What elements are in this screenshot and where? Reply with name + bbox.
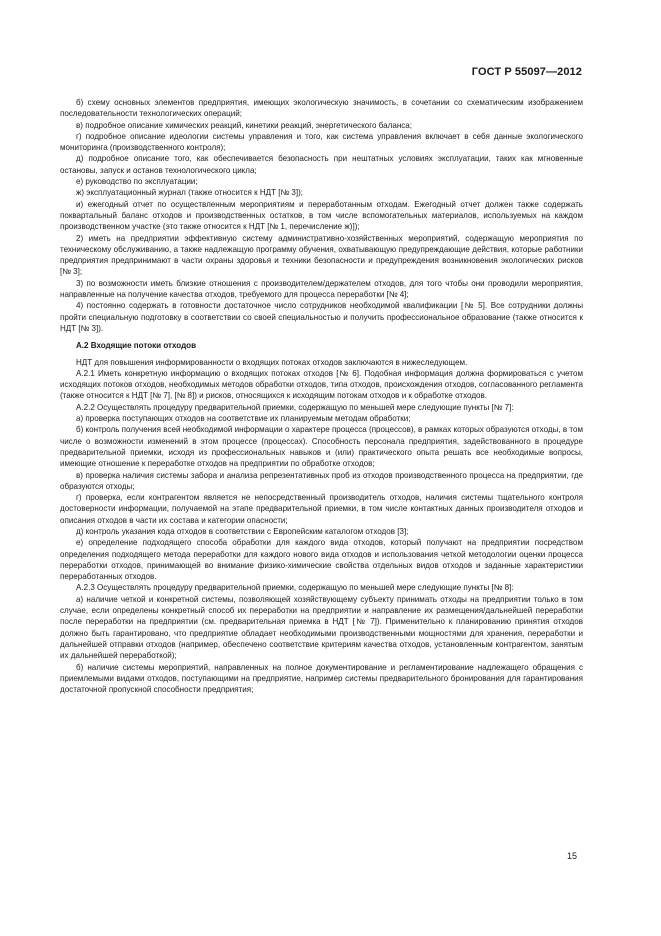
- section-intro: НДТ для повышения информированности о входящих потоках отходов заключаются в нижеследующем.: [76, 357, 468, 367]
- page-number: 15: [566, 851, 577, 861]
- list-item-g: г) подробное описание идеологии системы управления и того, как система управления включает в себя данные экологического мониторинга (производственного контроля);: [60, 131, 583, 153]
- numbered-item-2: 2) иметь на предприятии эффективную систему административно-хозяйственных мероприятий, содержащую мероприятия по техническому обслуживанию, а также надлежащую программу обучения, охватывающую предупреждающие действия, которые работники предприятия предпринимают в части охраны здоровья и техники безопасности и предупреждения возникновения экологических рисков [№ 3];: [60, 233, 583, 277]
- clause-a-2-3: А.2.3 Осуществлять процедуру предварительной приемки, содержащую по меньшей мере следующие пункты [№ 8]:: [76, 583, 514, 593]
- numbered-item-4: 4) постоянно содержать в готовности достаточное число сотрудников необходимой квалификации [№ 5]. Все сотрудники должны пройти специальную подготовку в соответствии со своей специальностью и получить профессиональное образование (также относится к НДТ [№ 3]).: [60, 301, 583, 333]
- clause-a-2-1: А.2.1 Иметь конкретную информацию о входящих потоках отходов [№ 6]. Подобная информация должна формироваться с учетом исходящих потоков отходов, необходимых методов обработки отходов, типа отходов, происхождения отходов, согласованного регламента (также относится к НДТ [№ 7], [№ 8]) и рисков, относящихся к исходящим потокам отходов и к обработке отходов.: [60, 368, 583, 401]
- list-item-v: в) подробное описание химических реакций, кинетики реакций, энергетического баланса;: [76, 120, 412, 130]
- list-item-b: б) схему основных элементов предприятия, имеющих экологическую значимость, в сочетании со схематическим изображением последовательности технологических операций;: [60, 98, 583, 119]
- list-item-zh: ж) эксплуатационный журнал (также относится к НДТ [№ 3]);: [76, 188, 304, 198]
- section-heading: А.2 Входящие потоки отходов: [76, 341, 197, 351]
- clause-a-2-2-item-e: е) определение подходящего способа обработки для каждого вида отходов, который получают на предприятии посредством определения подходящего метода переработки для каждого нового вида отходов и использования четкой методологии оценки процесса переработки отходов, принимающей во внимание физико-химические свойства отдельных видов отходов и заданные характеристики переработанных отходов.: [60, 538, 583, 582]
- list-item-d: д) подробное описание того, как обеспечивается безопасность при нештатных условиях эксплуатации, таких как мгновенные остановы, запуск и останов технологического цикла;: [60, 154, 583, 175]
- list-item-i: и) ежегодный отчет по осуществленным мероприятиям и переработанным отходам. Ежегодный отчет должен также содержать поквартальный баланс отходов и производственных остатков, в том числе вспомогательных материалов, используемых на каждом производственном участке (это также относится к НДТ [№ 1, перечисление ж)]);: [60, 199, 583, 232]
- clause-a-2-3-item-b: б) наличие системы мероприятий, направленных на полное документирование и регламентирование надлежащего обращения с приемлемыми видами отходов, поступающими на предприятие, например системы предварительного бронирования для гарантирования достаточной пропускной способности предприятия;: [60, 662, 583, 695]
- list-item-e: е) руководство по эксплуатации;: [76, 177, 198, 187]
- clause-a-2-2-item-a: а) проверка поступающих отходов на соответствие их планируемым методам обработки;: [76, 414, 411, 424]
- clause-a-2-2-item-v: в) проверка наличия системы забора и анализа репрезентативных проб из отходов производственного процесса на предприятии, где образуются отходы;: [60, 470, 583, 491]
- clause-a-2-2: А.2.2 Осуществлять процедуру предварительной приемки, содержащую по меньшей мере следующие пункты [№ 7]:: [76, 402, 514, 412]
- clause-a-2-2-item-g: г) проверка, если контрагентом является не непосредственный производитель отходов, наличия системы тщательного контроля достоверности информации, получаемой на этапе предварительной приемки, в том числе контактных данных производителя отходов и описания отходов в части их состава и категории опасности;: [60, 493, 583, 525]
- document-code: ГОСТ Р 55097—2012: [471, 66, 582, 78]
- clause-a-2-2-item-b: б) контроль получения всей необходимой информации о характере процесса (процессов), в рамках которых образуются отходы, в том числе о возможности изменений в этом процессе (процессах). Способность персонала предприятия, задействованного в процедуре предварительной приемки, исходя из профессиональных навыков и (или) практического опыта решать все необходимые вопросы, имеющие отношение к переработке отходов на предприятии по обработке отходов;: [60, 425, 583, 469]
- numbered-item-3: 3) по возможности иметь близкие отношения с производителем/держателем отходов, для того чтобы они проводили мероприятия, направленные на получение качества отходов, требуемого для процесса переработки [№ 4];: [60, 278, 583, 300]
- clause-a-2-3-item-a: а) наличие четкой и конкретной системы, позволяющей хозяйствующему субъекту принимать отходы на предприятии только в том случае, если определены конкретный способ их переработки на предприятии и направление их размещения/дальнейшей переработки после переработки на предприятии (см. предварительная приемка в НДТ [№ 7]). Применительно к планированию принятия отходов должно быть гарантировано, что предприятие обладает необходимыми производственными мощностями для хранения, переработки и дальнейшей отправки отходов (например, обеспечено соответствие критериям качества отходов, установленным контрагентом, занятым их дальнейшей переработкой);: [60, 594, 583, 661]
- clause-a-2-2-item-d: д) контроль указания кода отходов в соответствии с Европейским каталогом отходов [3];: [76, 526, 409, 536]
- document-body: [60, 97, 583, 695]
